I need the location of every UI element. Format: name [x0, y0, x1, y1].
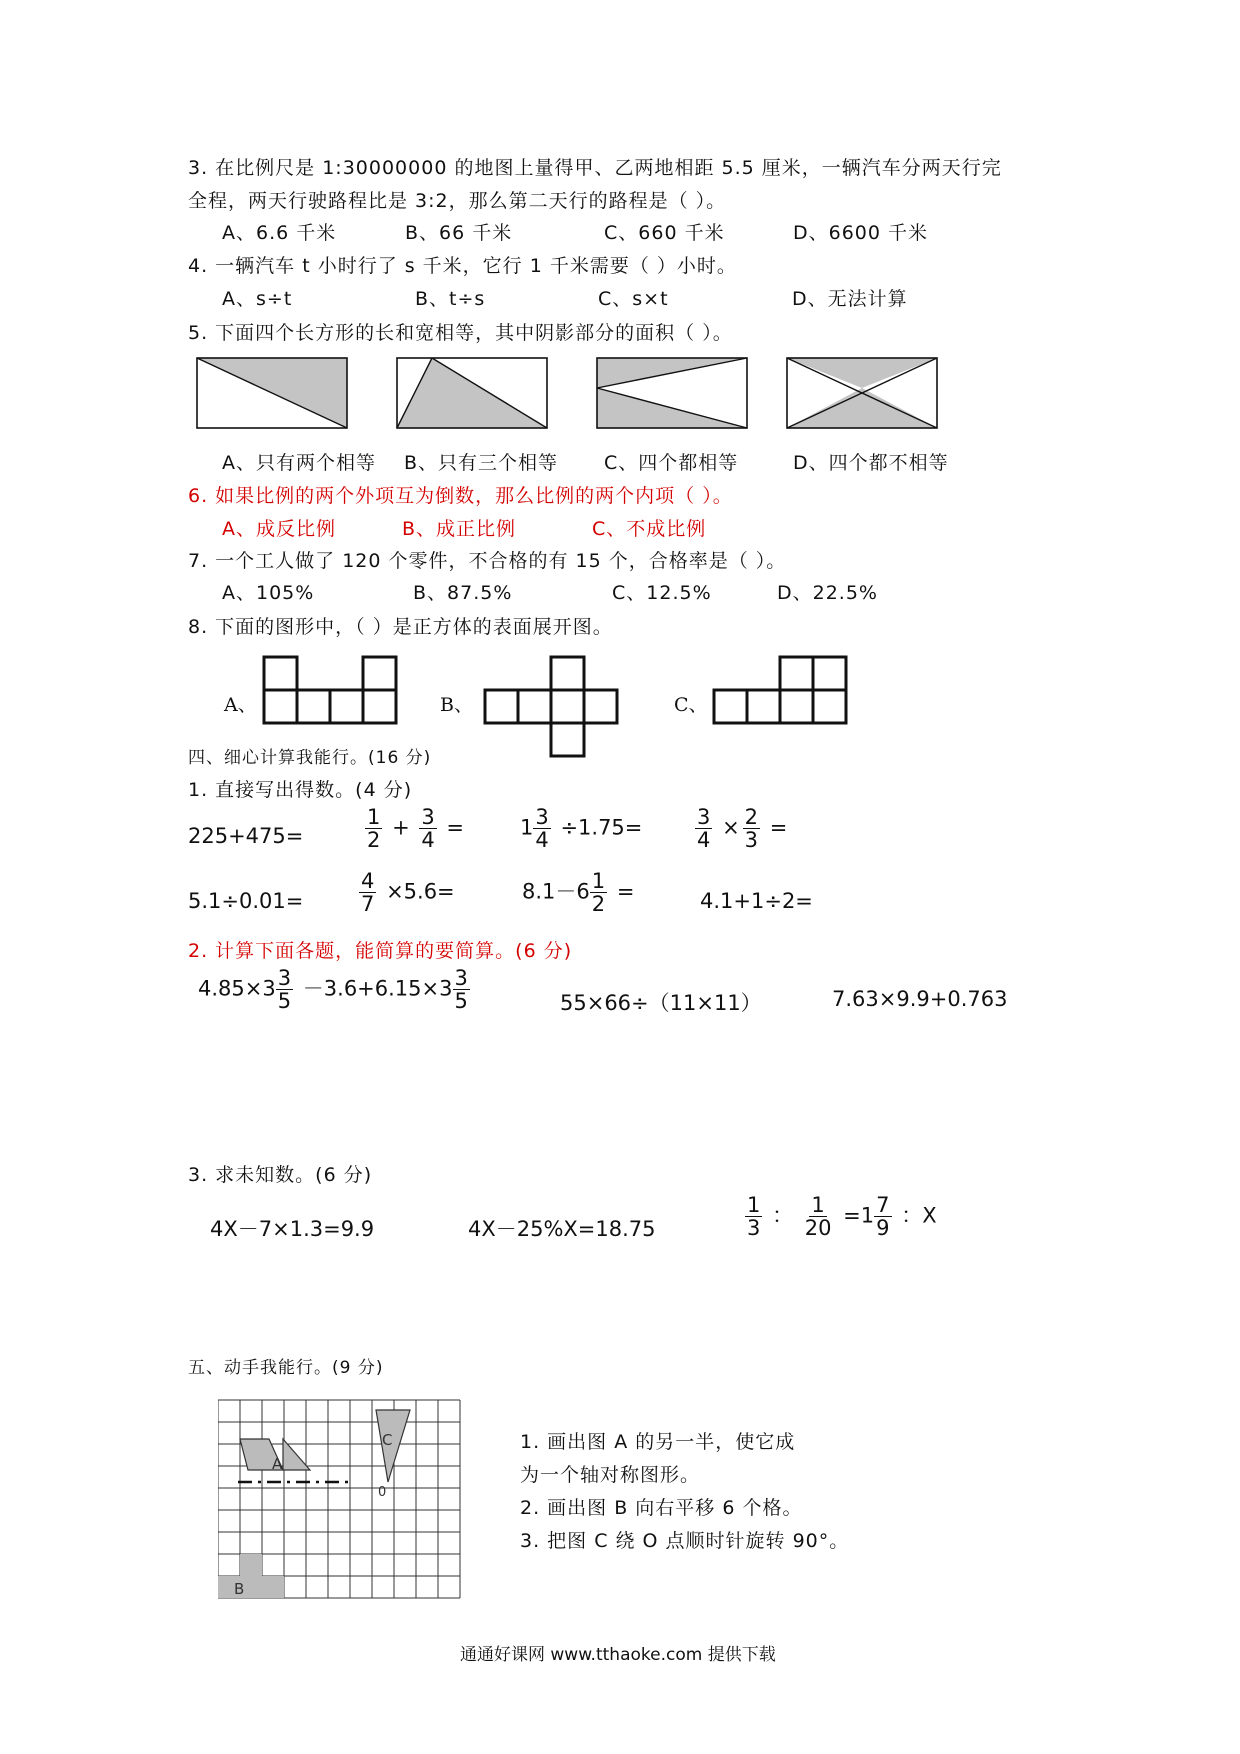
calc2-a: 4.85×3 $\frac{3}{5}$ －3.6+6.15×3 $\frac{3}{5}$	[198, 966, 468, 1014]
section4-sub3: 3. 求未知数。(6 分)	[188, 1164, 373, 1186]
calc1-e: 5.1÷0.01=	[188, 889, 304, 913]
section5-instr2: 2. 画出图 B 向右平移 6 个格。	[520, 1497, 803, 1519]
q3-option-d: D、6600 千米	[793, 222, 929, 244]
q6-option-b: B、成正比例	[402, 518, 517, 540]
section5-instr1b: 为一个轴对称图形。	[520, 1464, 701, 1486]
q5-text: 5. 下面四个长方形的长和宽相等，其中阴影部分的面积（ ）。	[188, 322, 733, 344]
q4-text: 4. 一辆汽车 t 小时行了 s 千米，它行 1 千米需要（ ）小时。	[188, 255, 737, 277]
q8-label-a: A、	[224, 694, 257, 716]
calc1-a: 225+475=	[188, 824, 304, 848]
calc3-c: $\frac{1}{3}$ ： $\frac{1}{20}$ =1 $\frac{7}{9}$ ：X	[747, 1193, 937, 1241]
section4-title: 四、细心计算我能行。(16 分)	[188, 748, 432, 768]
section4-sub2: 2. 计算下面各题，能简算的要简算。(6 分)	[188, 940, 573, 962]
calc1-b: $\frac{1}{2}$ + $\frac{3}{4}$ =	[367, 805, 465, 853]
q4-option-b: B、t÷s	[415, 288, 486, 310]
transform-grid-figure	[218, 1388, 480, 1606]
q4-option-c: C、s×t	[598, 288, 669, 310]
calc1-h: 4.1+1÷2=	[700, 889, 813, 913]
footer-text: 通通好课网 www.tthaoke.com 提供下载	[460, 1645, 776, 1665]
calc3-b: 4X－25%X=18.75	[468, 1217, 656, 1241]
shape-b-bottom	[218, 1576, 284, 1598]
rect-figure-4	[787, 358, 937, 428]
label-c: C	[382, 1431, 393, 1449]
q7-option-b: B、87.5%	[413, 582, 513, 604]
q7-text: 7. 一个工人做了 120 个零件，不合格的有 15 个，合格率是（ ）。	[188, 550, 787, 572]
label-a: A	[272, 1455, 283, 1473]
q8-label-c: C、	[674, 694, 708, 716]
q5-option-a: A、只有两个相等	[222, 452, 376, 474]
q6-option-a: A、成反比例	[222, 518, 336, 540]
calc1-d: $\frac{3}{4}$ × $\frac{2}{3}$ =	[697, 805, 788, 853]
cube-net-b	[485, 657, 617, 756]
cube-net-c	[714, 657, 846, 723]
q4-option-a: A、s÷t	[222, 288, 293, 310]
q8-text: 8. 下面的图形中，（ ）是正方体的表面展开图。	[188, 616, 613, 638]
q6-option-c: C、不成比例	[592, 518, 707, 540]
q6-text: 6. 如果比例的两个外项互为倒数，那么比例的两个内项（ ）。	[188, 485, 733, 507]
calc1-g: 8.1－6 $\frac{1}{2}$ =	[522, 869, 635, 917]
cube-net-a	[264, 657, 396, 723]
q5-option-d: D、四个都不相等	[793, 452, 949, 474]
q3-option-b: B、66 千米	[405, 222, 513, 244]
section5-instr1a: 1. 画出图 A 的另一半，使它成	[520, 1431, 796, 1453]
q5-option-b: B、只有三个相等	[404, 452, 559, 474]
label-b: B	[234, 1580, 245, 1598]
shape-b-top	[240, 1554, 262, 1576]
calc2-b: 55×66÷（11×11）	[560, 991, 762, 1015]
q3-option-c: C、660 千米	[604, 222, 725, 244]
q3-line1: 3. 在比例尺是 1:30000000 的地图上量得甲、乙两地相距 5.5 厘米，一辆汽车分两天行完	[188, 157, 1002, 179]
q4-option-d: D、无法计算	[792, 288, 908, 310]
q7-option-d: D、22.5%	[777, 582, 878, 604]
calc3-a: 4X－7×1.3=9.9	[210, 1217, 375, 1241]
q5-option-c: C、四个都相等	[604, 452, 739, 474]
section5-title: 五、动手我能行。(9 分)	[188, 1358, 384, 1378]
rect-figure-1	[197, 358, 347, 428]
q5-rectangles-figure	[195, 356, 945, 432]
calc1-c: 1 $\frac{3}{4}$ ÷1.75=	[520, 805, 643, 853]
rect-figure-3	[597, 358, 747, 428]
calc1-f: $\frac{4}{7}$ ×5.6=	[361, 869, 455, 917]
rect-figure-2	[397, 358, 547, 428]
q7-option-a: A、105%	[222, 582, 315, 604]
calc2-c: 7.63×9.9+0.763	[832, 987, 1008, 1011]
q3-line2: 全程，两天行驶路程比是 3:2，那么第二天行的路程是（ ）。	[188, 190, 727, 212]
q8-label-b: B、	[440, 694, 473, 716]
section5-instr3: 3. 把图 C 绕 O 点顺时针旋转 90°。	[520, 1530, 850, 1552]
section4-sub1: 1. 直接写出得数。(4 分)	[188, 779, 413, 801]
q3-option-a: A、6.6 千米	[222, 222, 337, 244]
q7-option-c: C、12.5%	[612, 582, 712, 604]
label-o: 0	[378, 1485, 387, 1500]
